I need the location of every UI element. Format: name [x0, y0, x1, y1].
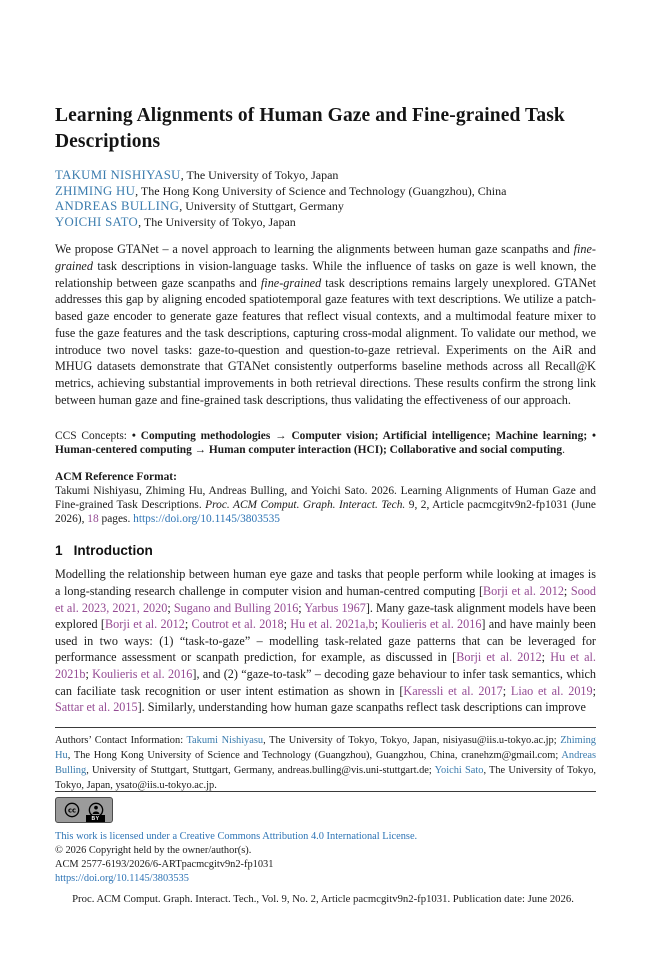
author-link[interactable]: Takumi Nishiyasu: [186, 735, 264, 746]
citation-link[interactable]: Coutrot et al. 2018: [191, 617, 284, 632]
cc-by-badge[interactable]: [55, 797, 113, 823]
license-lines: [55, 830, 596, 886]
author-affiliation: University of Stuttgart, Germany: [185, 199, 344, 214]
text-segment: , The University of Tokyo, Tokyo, Japan, nisiyasu@iis.u-tokyo.ac.jp;: [263, 735, 561, 746]
author-name-link[interactable]: ZHIMING HU: [55, 183, 136, 198]
citation-link[interactable]: Sattar et al. 2015: [55, 700, 138, 715]
citation-link[interactable]: Sugano and Bulling 2016: [173, 600, 299, 615]
text-segment: ;: [283, 617, 291, 632]
citation-link[interactable]: Karessli et al. 2017: [403, 683, 503, 698]
text-segment: task descriptions remains largely unexplored. GTANet addresses this gap by aligning encoded spatiotemporal gaze features with text descriptions. We utilize a patch-based gaze encoder to generate gaze features that reflect visual contexts, and a multimodal feature mixer to fuse the gaze features and the task descriptions, capturing cross-modal alignment. To validate our method, we introduce two novel tasks: gaze-to-question and question-to-gaze retrieval. Experiments on the AiR and MHUG datasets demonstrate that GTANet consistently outperforms baseline methods across all Recall@K metrics, achieving substantial improvements in both retrieval directions. These results confirm the strong link between human gaze and fine-grained task descriptions, thus validating the effectiveness of our approach.: [55, 275, 596, 407]
text-segment: ;: [592, 683, 596, 698]
text-segment: ;: [563, 584, 571, 598]
bold-text: • Computing methodologies → Computer vision; Artificial intelligence; Machine learning; • Human-centered computing → Human computer interaction (HCI); Collaborative and social computing: [55, 430, 596, 457]
text-segment: pages.: [98, 513, 134, 526]
text-segment: ;: [374, 617, 382, 632]
author-row: [55, 168, 596, 184]
author-link[interactable]: Andreas Bulling: [55, 750, 596, 776]
author-link[interactable]: Yoichi Sato: [434, 765, 484, 776]
text-segment: ] and have mainly been used in two ways: (1) “task-to-gaze” – modelling task-related gaze patterns that can be leveraged for performance assessment or scanpath prediction, for example, as discussed in [: [55, 617, 597, 665]
acm-isbn-line: ACM 2577-6193/2026/6-ARTpacmcgitv9n2-fp1031: [55, 859, 274, 870]
license-block: [55, 791, 596, 886]
italic-text: Proc. ACM Comput. Graph. Interact. Tech.: [205, 499, 406, 512]
text-segment: ;: [167, 600, 174, 615]
footnote-block: [55, 727, 596, 793]
italic-text: fine-grained: [55, 242, 596, 274]
acm-reference-label: ACM Reference Format:: [55, 471, 177, 484]
url-link[interactable]: https://doi.org/10.1145/3803535: [133, 513, 280, 526]
ccs-concepts: [55, 429, 596, 457]
citation-link[interactable]: Koulieris et al. 2016: [92, 666, 193, 681]
footnote-rule: [55, 727, 596, 728]
doi-link[interactable]: https://doi.org/10.1145/3803535: [55, 873, 189, 884]
acm-reference-block: [55, 470, 596, 526]
cc-icon: [64, 802, 80, 818]
text-segment: Authors’ Contact Information:: [55, 735, 187, 746]
license-rule: [55, 791, 596, 792]
author-separator: ,: [179, 199, 186, 214]
section-heading-introduction: [55, 543, 596, 558]
text-segment: .: [562, 444, 565, 457]
citation-link[interactable]: Sood et al. 2023, 2021, 2020: [55, 584, 596, 615]
author-row: [55, 184, 596, 200]
citation-link[interactable]: Koulieris et al. 2016: [381, 617, 482, 632]
text-segment: 9, 2, Article pacmcgitv9n2-fp1031 (June 2026),: [55, 499, 596, 526]
acm-reference-text: [55, 484, 596, 526]
text-segment: , The University of Tokyo, Tokyo, Japan, ysato@iis.u-tokyo.ac.jp.: [55, 765, 596, 791]
author-separator: ,: [138, 214, 144, 229]
page-footer: Proc. ACM Comput. Graph. Interact. Tech., Vol. 9, No. 2, Article pacmcgitv9n2-fp1031. Publication date: June 2026.: [72, 893, 574, 905]
text-segment: ;: [184, 617, 192, 632]
text-segment: ;: [502, 683, 511, 698]
author-row: [55, 215, 596, 231]
svg-text:cc: cc: [67, 806, 77, 815]
citation-link[interactable]: 18: [87, 513, 99, 526]
author-name-link[interactable]: ANDREAS BULLING: [55, 199, 180, 214]
citation-link[interactable]: Borji et al. 2012: [104, 617, 185, 632]
authors-contact-footnote: [55, 733, 596, 793]
citation-link[interactable]: Liao et al. 2019: [510, 683, 593, 698]
cc-by-label: BY: [86, 815, 105, 822]
citation-link[interactable]: Yarbus 1967: [304, 600, 366, 615]
license-link[interactable]: This work is licensed under a Creative Commons Attribution 4.0 International License.: [55, 831, 418, 842]
author-name-link[interactable]: YOICHI SATO: [55, 214, 139, 229]
introduction-paragraph: [55, 566, 596, 715]
text-segment: ;: [541, 650, 551, 665]
paper-title: Learning Alignments of Human Gaze and Fine-grained Task Descriptions: [55, 105, 565, 152]
author-affiliation: The University of Tokyo, Japan: [143, 214, 296, 229]
text-segment: , The Hong Kong University of Science and Technology (Guangzhou), Guangzhou, China, cranehzm@gmail.com;: [67, 750, 562, 761]
main-column: [55, 0, 596, 716]
section-number: 1: [55, 543, 63, 559]
author-link[interactable]: Zhiming Hu: [55, 735, 596, 761]
text-segment: We propose GTANet – a novel approach to learning the alignments between human gaze scanpaths and: [55, 242, 574, 257]
author-affiliation: The University of Tokyo, Japan: [186, 168, 339, 182]
copyright-line: © 2026 Copyright held by the owner/author(s).: [55, 845, 252, 856]
citation-link[interactable]: Borji et al. 2012: [483, 584, 564, 598]
author-name-link[interactable]: TAKUMI NISHIYASU: [55, 168, 181, 182]
author-affiliation: The Hong Kong University of Science and Technology (Guangzhou), China: [140, 183, 507, 198]
text-segment: ;: [298, 600, 305, 615]
italic-text: fine-grained: [260, 275, 322, 290]
section-title: Introduction: [73, 543, 153, 559]
citation-link[interactable]: Borji et al. 2012: [456, 650, 542, 665]
text-segment: , University of Stuttgart, Stuttgart, Germany, andreas.bulling@vis.uni-stuttgart.de;: [86, 765, 435, 776]
text-segment: ]. Many gaze-task alignment models have been explored [: [55, 600, 597, 632]
author-separator: ,: [135, 183, 141, 198]
text-segment: task descriptions in vision-language tasks. While the influence of tasks on gaze is well known, the relationship between gaze scanpaths and: [55, 259, 596, 290]
text-segment: ], and (2) “gaze-to-task” – decoding gaze behaviour to infer task semantics, which can faciliate task recognition or user intent estimation as shown in [: [55, 666, 597, 698]
text-segment: ]. Similarly, understanding how human gaze scanpaths reflect task descriptions can improve: [137, 700, 586, 715]
text-segment: Takumi Nishiyasu, Zhiming Hu, Andreas Bulling, and Yoichi Sato. 2026. Learning Alignments of Human Gaze and Fine-grained Task Descriptions.: [55, 485, 596, 512]
author-row: [55, 199, 596, 215]
citation-link[interactable]: Hu et al. 2021b: [55, 650, 596, 681]
author-block: [55, 168, 596, 230]
citation-link[interactable]: Hu et al. 2021a,b: [290, 617, 375, 632]
text-segment: CCS Concepts:: [55, 430, 132, 443]
author-separator: ,: [180, 168, 187, 182]
abstract-paragraph: [55, 241, 596, 408]
text-segment: ;: [85, 666, 93, 681]
text-segment: Modelling the relationship between human eye gaze and tasks that people perform while looking at images is a long-standing research challenge in computer vision and human-centred computing [: [55, 567, 596, 598]
